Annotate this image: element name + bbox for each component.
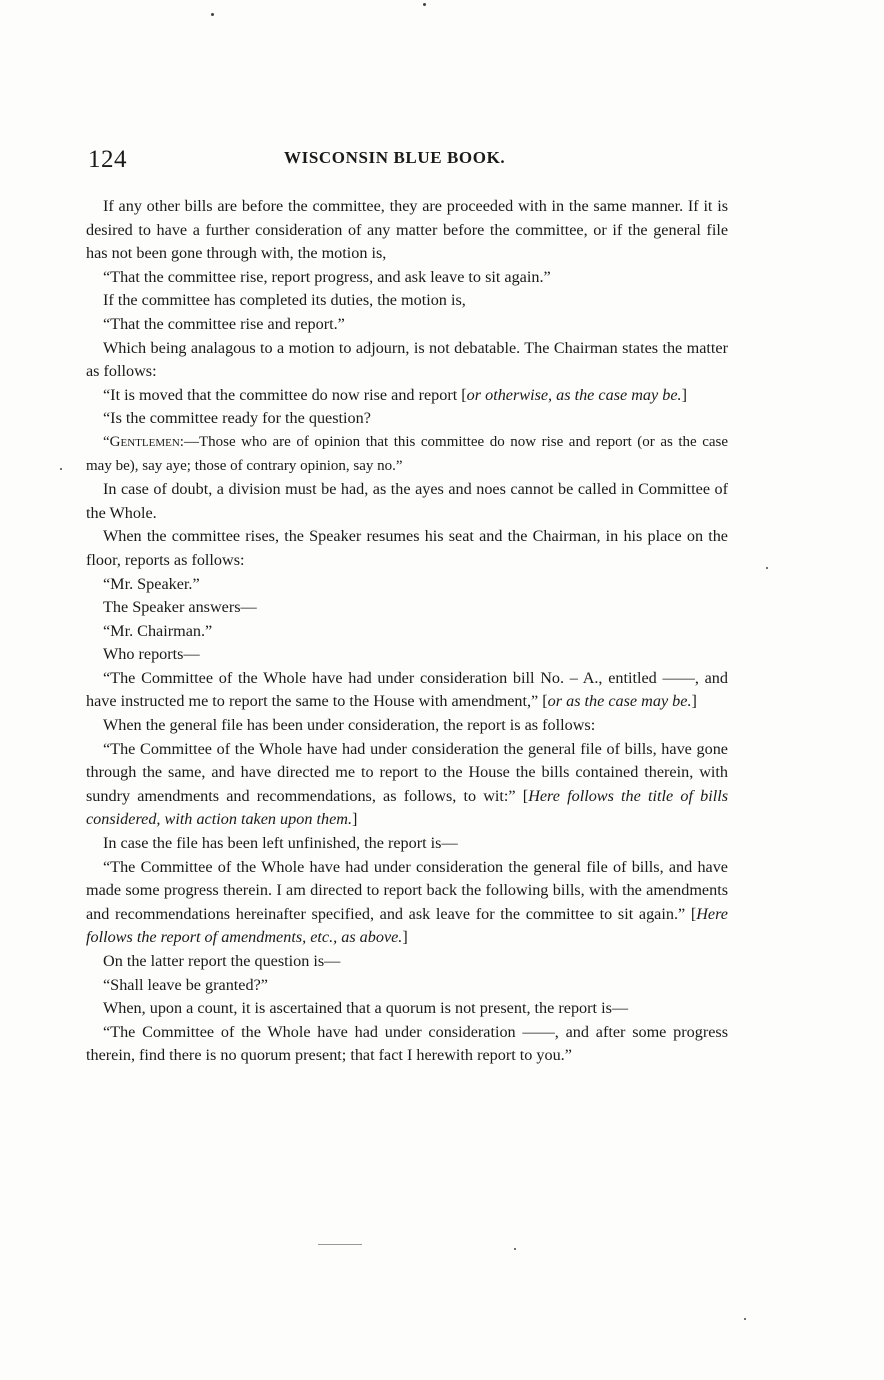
scan-speck xyxy=(744,1318,746,1320)
paragraph-p1 xyxy=(86,195,728,266)
running-title: WISCONSIN BLUE BOOK. xyxy=(284,148,506,167)
body-text xyxy=(86,195,728,1068)
text-run: “Is the committee ready for the question? xyxy=(103,409,371,428)
paragraph-p5 xyxy=(86,337,728,384)
paragraph-p16 xyxy=(86,714,728,738)
text-run: “Mr. Speaker.” xyxy=(103,574,200,593)
text-run: When the general file has been under consideration, the report is as follows: xyxy=(103,716,596,735)
paragraph-p9 xyxy=(86,478,728,525)
text-run: Gentlemen xyxy=(109,433,180,450)
page-header xyxy=(88,146,728,180)
italic-text: or otherwise, as the case may be. xyxy=(466,385,682,404)
text-run: In case of doubt, a division must be had, as the ayes and noes cannot be called in Committee of the Whole. xyxy=(86,480,728,522)
text-run: If any other bills are before the committee, they are proceeded with in the same manner. If it is desired to have a further consideration of any matter before the committee, or if the general file has not been gone through with, the motion is, xyxy=(86,197,728,263)
paragraph-p12 xyxy=(86,596,728,620)
paragraph-p13 xyxy=(86,620,728,644)
paragraph-p6 xyxy=(86,384,728,408)
scan-speck xyxy=(211,13,214,16)
italic-text: Here follows the title of bills considered, with action taken upon them. xyxy=(86,786,728,829)
paragraph-p22 xyxy=(86,997,728,1021)
text-run: In case the file has been left unfinished, the report is— xyxy=(103,834,458,853)
paragraph-p21 xyxy=(86,974,728,998)
text-run: “ xyxy=(103,433,110,450)
scan-mark xyxy=(318,1244,362,1245)
text-run: “Shall leave be granted?” xyxy=(103,975,268,994)
text-run: “The Committee of the Whole have had under consideration the general file of bills, and have made some progress therein. I am directed to report back the following bills, with the amendments and recommendations hereinafter specified, and ask leave for the committee to sit again.” [ xyxy=(86,857,728,923)
text-run: ] xyxy=(402,928,408,947)
text-run: “Mr. Chairman.” xyxy=(103,621,213,640)
paragraph-p7 xyxy=(86,407,728,431)
paragraph-p20 xyxy=(86,950,728,974)
paragraph-p14 xyxy=(86,643,728,667)
paragraph-p10 xyxy=(86,525,728,572)
text-run: “That the committee rise and report.” xyxy=(103,314,345,333)
paragraph-p18 xyxy=(86,832,728,856)
text-run: “The Committee of the Whole have had under consideration bill No. – A., entitled ——, and have instructed me to report the same to the House with amendment,” [ xyxy=(86,668,728,711)
text-run: Who reports— xyxy=(103,645,200,664)
paragraph-p2 xyxy=(86,266,728,290)
text-run: On the latter report the question is— xyxy=(103,952,341,970)
text-run: :—Those who are of opinion that this committee do now rise and report (or as the case may be), say aye; those of contrary opinion, say no.” xyxy=(86,433,728,474)
text-run: When the committee rises, the Speaker resumes his seat and the Chairman, in his place on the floor, reports as follows: xyxy=(86,527,728,569)
italic-text: Here follows the report of amendments, etc., as above. xyxy=(86,904,728,947)
paragraph-p11 xyxy=(86,573,728,597)
text-run: When, upon a count, it is ascertained that a quorum is not present, the report is— xyxy=(103,999,629,1018)
paragraph-p15 xyxy=(86,667,728,714)
paragraph-p23 xyxy=(86,1021,728,1068)
text-run: The Speaker answers— xyxy=(103,598,257,617)
text-run: “The Committee of the Whole have had under consideration the general file of bills, have gone through the same, and have directed me to report to the House the bills contained therein, with sundry amendments and recommendations, as follows, to wit:” [ xyxy=(86,739,728,805)
text-run: ] xyxy=(681,385,687,404)
text-run: “That the committee rise, report progress, and ask leave to sit again.” xyxy=(103,267,551,286)
text-run: ] xyxy=(352,810,358,829)
paragraph-p17 xyxy=(86,738,728,832)
page-number: 124 xyxy=(88,146,127,173)
paragraph-p3 xyxy=(86,289,728,313)
paragraph-p4 xyxy=(86,313,728,337)
text-run: “It is moved that the committee do now rise and report [ xyxy=(103,385,467,404)
text-run: Which being analagous to a motion to adjourn, is not debatable. The Chairman states the matter as follows: xyxy=(86,338,728,381)
text-run: “The Committee of the Whole have had under consideration ——, and after some progress therein, find there is no quorum present; that fact I herewith report to you.” xyxy=(86,1022,728,1065)
scan-speck xyxy=(60,468,62,470)
italic-text: or as the case may be. xyxy=(547,692,692,711)
text-run: If the committee has completed its duties, the motion is, xyxy=(103,291,466,310)
paragraph-p8 xyxy=(86,431,728,478)
paragraph-p19 xyxy=(86,856,728,950)
scan-speck xyxy=(514,1248,516,1250)
scan-speck xyxy=(766,567,768,569)
text-run: ] xyxy=(691,692,697,711)
scan-speck xyxy=(423,3,426,6)
